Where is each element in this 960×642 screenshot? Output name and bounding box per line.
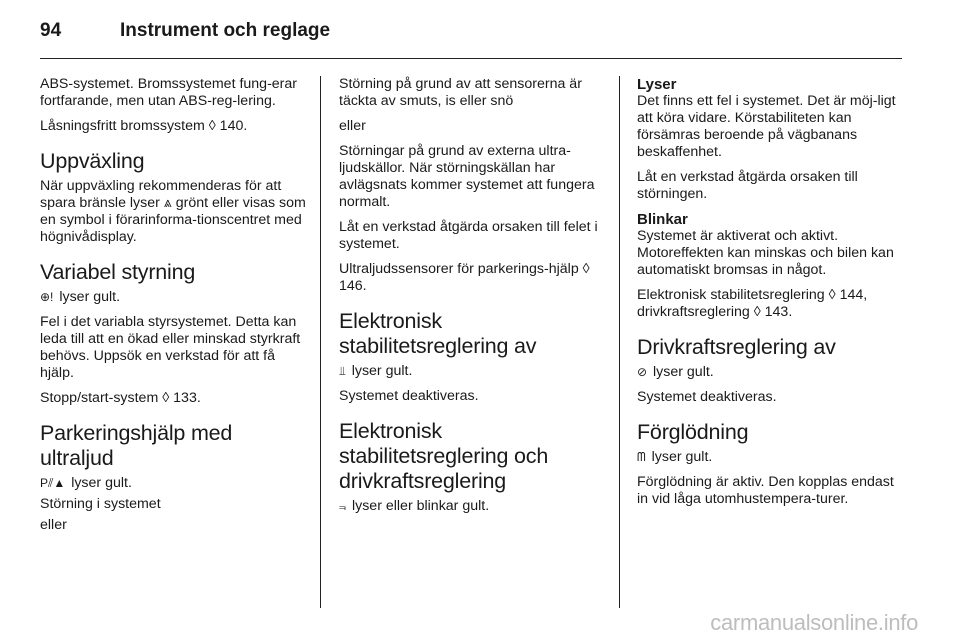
subheading-lyser: Lyser <box>637 76 677 93</box>
paragraph: ⫫ lyser gult. <box>339 363 413 379</box>
traction-control-off-icon: ⊘ <box>637 365 648 379</box>
paragraph: ⊘ lyser gult. <box>637 364 714 380</box>
steering-warning-icon: ⊕! <box>40 290 54 304</box>
subheading-blinkar: Blinkar <box>637 211 688 228</box>
paragraph: eller <box>339 118 366 134</box>
page-header <box>40 20 920 44</box>
cross-reference: Elektronisk stabilitetsreglering ◊ 144, drivkraftsreglering ◊ 143. <box>637 287 868 320</box>
paragraph: Låt en verkstad åtgärda orsaken till felet i systemet. <box>339 219 598 252</box>
paragraph: När uppväxling rekommenderas för att spara bränsle lyser ⩓ grönt eller visas som en symbol i förarinforma-tionscentret med högnivådisplay. <box>40 178 306 245</box>
paragraph: Störning på grund av att sensorerna är täckta av smuts, is eller snö <box>339 76 582 109</box>
section-heading-drivkraft-off: Drivkraftsreglering av <box>637 335 836 359</box>
preheating-icon: ᗰ <box>637 450 646 464</box>
section-heading-variabel-styrning: Variabel styrning <box>40 260 196 284</box>
cross-reference: Låsningsfritt bromssystem ◊ 140. <box>40 118 248 134</box>
page-title: Instrument och reglage <box>120 20 331 41</box>
column-2 <box>339 76 605 523</box>
section-heading-esc-off: Elektronisk stabilitetsreglering av <box>339 309 537 358</box>
paragraph: Det finns ett fel i systemet. Det är möj-ligt att köra vidare. Körstabiliteten kan försämras beroende på vägbanans beskaffenhet. <box>637 93 896 160</box>
parking-assist-icon: P⫽▲ <box>40 476 66 490</box>
column-1 <box>40 76 306 542</box>
paragraph: eller <box>40 517 67 533</box>
paragraph: Förglödning är aktiv. Den kopplas endast in vid låga utomhustempera-turer. <box>637 474 894 507</box>
page-number: 94 <box>40 20 62 41</box>
column-divider-2 <box>619 76 620 608</box>
paragraph: Fel i det variabla styrsystemet. Detta kan leda till att en ökad eller minskad styrkraft behövs. Uppsök en verkstad för att få hjälp. <box>40 314 301 381</box>
cross-reference: Ultraljudssensorer för parkerings-hjälp ◊ 146. <box>339 261 590 294</box>
paragraph: P⫽▲ lyser gult. <box>40 475 132 491</box>
paragraph: ABS-systemet. Bromssystemet fung-erar fortfarande, men utan ABS-reg-lering. <box>40 76 298 109</box>
section-heading-parkeringshjalp: Parkeringshjälp med ultraljud <box>40 421 233 470</box>
watermark: carmanualsonline.info <box>710 610 918 635</box>
paragraph: ⫬ lyser eller blinkar gult. <box>339 498 490 514</box>
column-3 <box>637 76 903 516</box>
cross-reference: Stopp/start-system ◊ 133. <box>40 390 201 406</box>
esc-icon: ⫬ <box>339 499 347 513</box>
paragraph: Störning i systemet <box>40 496 161 512</box>
paragraph: Låt en verkstad åtgärda orsaken till störningen. <box>637 169 858 202</box>
header-rule <box>40 58 902 59</box>
column-divider-1 <box>320 76 321 608</box>
section-heading-uppvaxling: Uppväxling <box>40 149 145 173</box>
paragraph: Systemet deaktiveras. <box>637 389 777 405</box>
paragraph: ⊕! lyser gult. <box>40 289 121 305</box>
paragraph: Systemet är aktiverat och aktivt. Motoreffekten kan minskas och bilen kan automatiskt bromsas in något. <box>637 228 894 278</box>
section-heading-esc-tc: Elektronisk stabilitetsreglering och drivkraftsreglering <box>339 419 549 493</box>
paragraph: Störningar på grund av externa ultra-ljudskällor. När störningskällan har avlägsnats kommer systemet att fungera normalt. <box>339 143 595 210</box>
paragraph: Systemet deaktiveras. <box>339 388 479 404</box>
paragraph: ᗰ lyser gult. <box>637 449 713 465</box>
esc-off-icon: ⫫ <box>339 364 346 378</box>
section-heading-forglodning: Förglödning <box>637 420 749 444</box>
